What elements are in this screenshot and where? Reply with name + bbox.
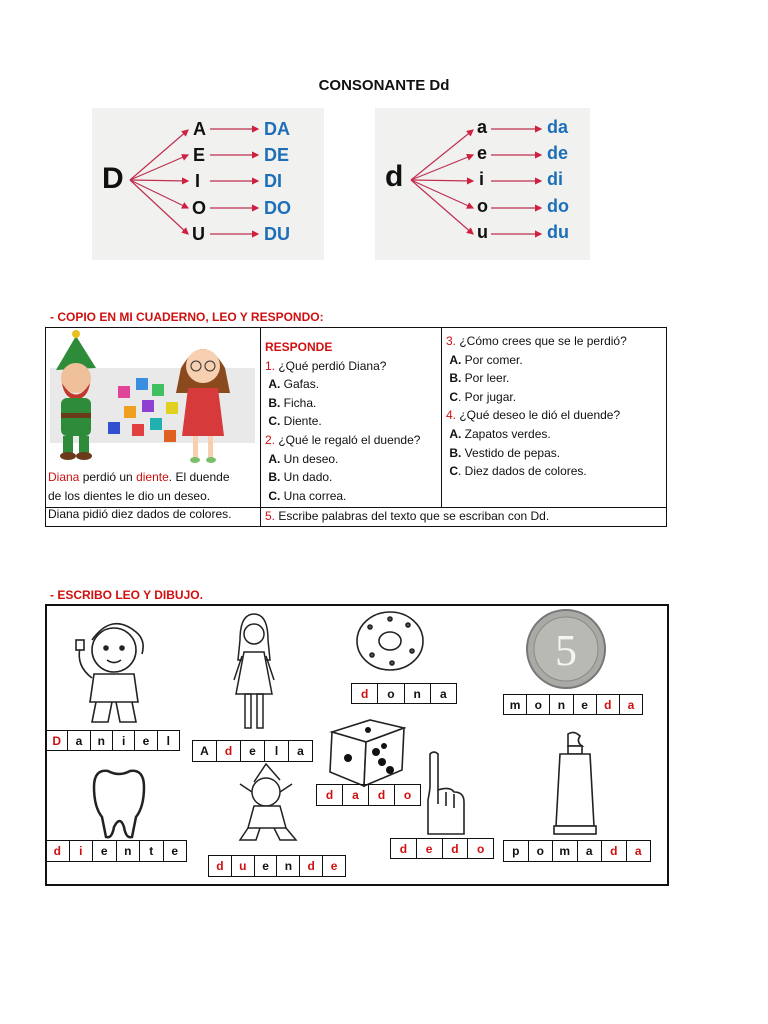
respond-label: RESPONDE [265, 340, 333, 354]
q3-text: ¿Cómo crees que se le perdió? [456, 334, 627, 348]
boy-daniel-drawing [62, 610, 162, 728]
q1-option-a: Gafas. [280, 377, 320, 392]
q4-option-c-letter: C [449, 464, 459, 479]
lowercase-syllable-diagram [375, 108, 590, 260]
syllable-di-lower: di [547, 169, 563, 189]
word-box-daniel [45, 730, 180, 751]
q4-option-a-letter: A. [449, 426, 462, 441]
letter-cell-diente-2: e [93, 841, 117, 861]
letter-cell-duende-1: u [232, 856, 255, 876]
letter-cell-pomada-5: a [634, 844, 642, 858]
q4-option-b: Vestido de pepas. [461, 445, 561, 460]
syllable-du: DU [264, 224, 290, 244]
vowel-a-lower: a [477, 117, 488, 137]
letter-cell-moneda-4: d [597, 695, 620, 714]
letter-cell-adela-0: A [193, 741, 217, 761]
section2-title: - ESCRIBO LEO Y DIBUJO. [50, 588, 203, 602]
vowel-e-lower: e [477, 143, 488, 163]
uppercase-consonant: D [102, 162, 124, 195]
q4-option-c: . Diez dados de colores. [458, 464, 587, 479]
page-title: CONSONANTE Dd [318, 77, 450, 94]
question-5-cell [261, 508, 667, 527]
letter-cell-diente-1: i [70, 841, 94, 861]
syllable-do: DO [264, 198, 291, 218]
letter-cell-diente-4: t [140, 841, 164, 861]
q3-option-a: Por comer. [461, 352, 523, 367]
word-box-duende [208, 855, 346, 877]
vowel-e: E [193, 145, 206, 165]
letter-cell-dona-2: n [405, 684, 431, 703]
word-box-dedo [390, 838, 494, 859]
elf-duende-drawing [232, 762, 308, 842]
letter-cell-duende-2: e [255, 856, 278, 876]
ointment-tube-drawing [552, 730, 598, 838]
word-box-dado [316, 784, 421, 806]
letter-cell-dedo-0: d [391, 839, 417, 858]
story-cell [46, 328, 261, 522]
letter-cell-moneda-1: o [527, 695, 550, 714]
letter-cell-daniel-0: D [46, 731, 68, 750]
letter-cell-dedo-3: o [476, 841, 485, 856]
q2-option-c: Una correa. [280, 488, 347, 503]
letter-cell-dado-2: d [369, 785, 395, 805]
reading-questions-table [45, 327, 667, 527]
vowel-u-lower: u [477, 222, 488, 242]
letter-cell-daniel-1: a [68, 731, 90, 750]
q1-option-b: Ficha. [280, 395, 317, 410]
letter-cell-adela-2: e [241, 741, 265, 761]
letter-cell-duende-0: d [209, 856, 232, 876]
letter-cell-dedo-1: e [417, 839, 443, 858]
section1-title: - COPIO EN MI CUADERNO, LEO Y RESPONDO: [50, 310, 324, 324]
word-box-pomada [503, 840, 651, 862]
letter-cell-dona-3: a [440, 686, 447, 701]
tooth-drawing [84, 767, 154, 841]
letter-cell-moneda-2: n [550, 695, 573, 714]
letter-cell-daniel-3: i [113, 731, 135, 750]
letter-cell-pomada-0: p [504, 841, 529, 861]
letter-cell-duende-3: n [277, 856, 300, 876]
letter-cell-pomada-4: d [602, 841, 627, 861]
story-line-2: de los dientes le dio un deseo. [48, 488, 211, 503]
word-box-adela [192, 740, 313, 762]
vowel-i: I [195, 171, 201, 191]
vowel-o: O [192, 198, 207, 218]
word-box-diente [45, 840, 187, 862]
syllable-de: DE [264, 145, 290, 165]
q3-option-c-letter: C [449, 389, 459, 404]
story-word-diana: Diana [48, 470, 80, 484]
letter-cell-dado-0: d [317, 785, 343, 805]
q1-option-b-letter: B. [268, 395, 281, 410]
word-box-dona [351, 683, 457, 704]
q2-option-b-letter: B. [268, 470, 281, 485]
vowel-i-lower: i [479, 169, 485, 189]
story-illustration [48, 328, 258, 468]
letter-cell-moneda-3: e [574, 695, 597, 714]
letter-cell-dedo-2: d [443, 839, 469, 858]
vowel-a: A [193, 119, 206, 139]
q4-option-b-letter: B. [449, 445, 462, 460]
q2-option-c-letter: C. [268, 488, 281, 503]
questions-1-2-cell [261, 328, 442, 508]
q1-number: 1. [265, 358, 276, 373]
syllable-de-lower: de [547, 143, 569, 163]
story-line-3: Diana pidió diez dados de colores. [48, 507, 232, 522]
finger-dedo-drawing [424, 750, 470, 838]
letter-cell-duende-4: d [300, 856, 323, 876]
letter-cell-adela-1: d [217, 741, 241, 761]
q3-option-a-letter: A. [449, 352, 462, 367]
syllable-da-lower: da [547, 117, 569, 137]
word-box-moneda [503, 694, 643, 715]
q3-option-b-letter: B. [449, 371, 462, 386]
q1-option-c: Diente. [280, 414, 322, 429]
letter-cell-dado-3: o [403, 788, 412, 802]
vowel-u: U [192, 224, 205, 244]
letter-cell-dado-1: a [343, 785, 369, 805]
letter-cell-daniel-2: n [91, 731, 113, 750]
q3-option-c: . Por jugar. [458, 389, 517, 404]
letter-cell-daniel-4: e [135, 731, 157, 750]
q2-option-a-letter: A. [268, 451, 281, 466]
letter-cell-adela-3: l [265, 741, 289, 761]
letter-cell-moneda-5: a [627, 697, 635, 712]
vowel-o-lower: o [477, 196, 488, 216]
q5-number: 5. [265, 509, 276, 523]
q2-option-b: Un dado. [280, 470, 333, 485]
letter-cell-diente-5: e [171, 844, 179, 858]
uppercase-syllable-diagram [92, 108, 324, 260]
letter-cell-pomada-3: a [578, 841, 603, 861]
girl-adela-drawing [226, 610, 282, 738]
letter-cell-dona-0: d [352, 684, 378, 703]
q1-option-a-letter: A. [268, 377, 281, 392]
q2-option-a: Un deseo. [280, 451, 339, 466]
coin-number: 5 [555, 626, 577, 675]
q3-option-b: Por leer. [461, 371, 510, 386]
letter-cell-diente-0: d [46, 841, 70, 861]
q2-number: 2. [265, 432, 276, 447]
dice-drawing [324, 714, 406, 788]
letter-cell-dona-1: o [378, 684, 404, 703]
syllable-do-lower: do [547, 196, 569, 216]
q4-option-a: Zapatos verdes. [461, 426, 551, 441]
q2-text: ¿Qué le regaló el duende? [275, 432, 421, 447]
story-word-diente: diente [136, 470, 169, 484]
letter-cell-daniel-5: l [166, 733, 170, 748]
syllable-da: DA [264, 119, 290, 139]
q3-number: 3. [446, 334, 457, 348]
q4-number: 4. [446, 408, 457, 423]
donut-drawing [352, 607, 428, 675]
letter-cell-moneda-0: m [504, 695, 527, 714]
lowercase-consonant: d [385, 160, 404, 193]
syllable-du-lower: du [547, 222, 569, 242]
questions-3-4-cell [442, 328, 667, 508]
syllable-di: DI [264, 171, 282, 191]
q1-text: ¿Qué perdió Diana? [275, 358, 387, 373]
letter-cell-duende-5: e [330, 859, 338, 873]
letter-cell-pomada-1: o [529, 841, 554, 861]
letter-cell-diente-3: n [117, 841, 141, 861]
letter-cell-pomada-2: m [553, 841, 578, 861]
q1-option-c-letter: C. [268, 414, 281, 429]
q5-text: Escribe palabras del texto que se escriban con Dd. [275, 509, 550, 523]
story-text-1: perdió un [79, 470, 137, 484]
q4-text: ¿Qué deseo le dió el duende? [456, 408, 621, 423]
letter-cell-adela-4: a [297, 744, 304, 758]
coin-drawing [524, 609, 608, 689]
story-text-2: . El duende [168, 470, 230, 484]
